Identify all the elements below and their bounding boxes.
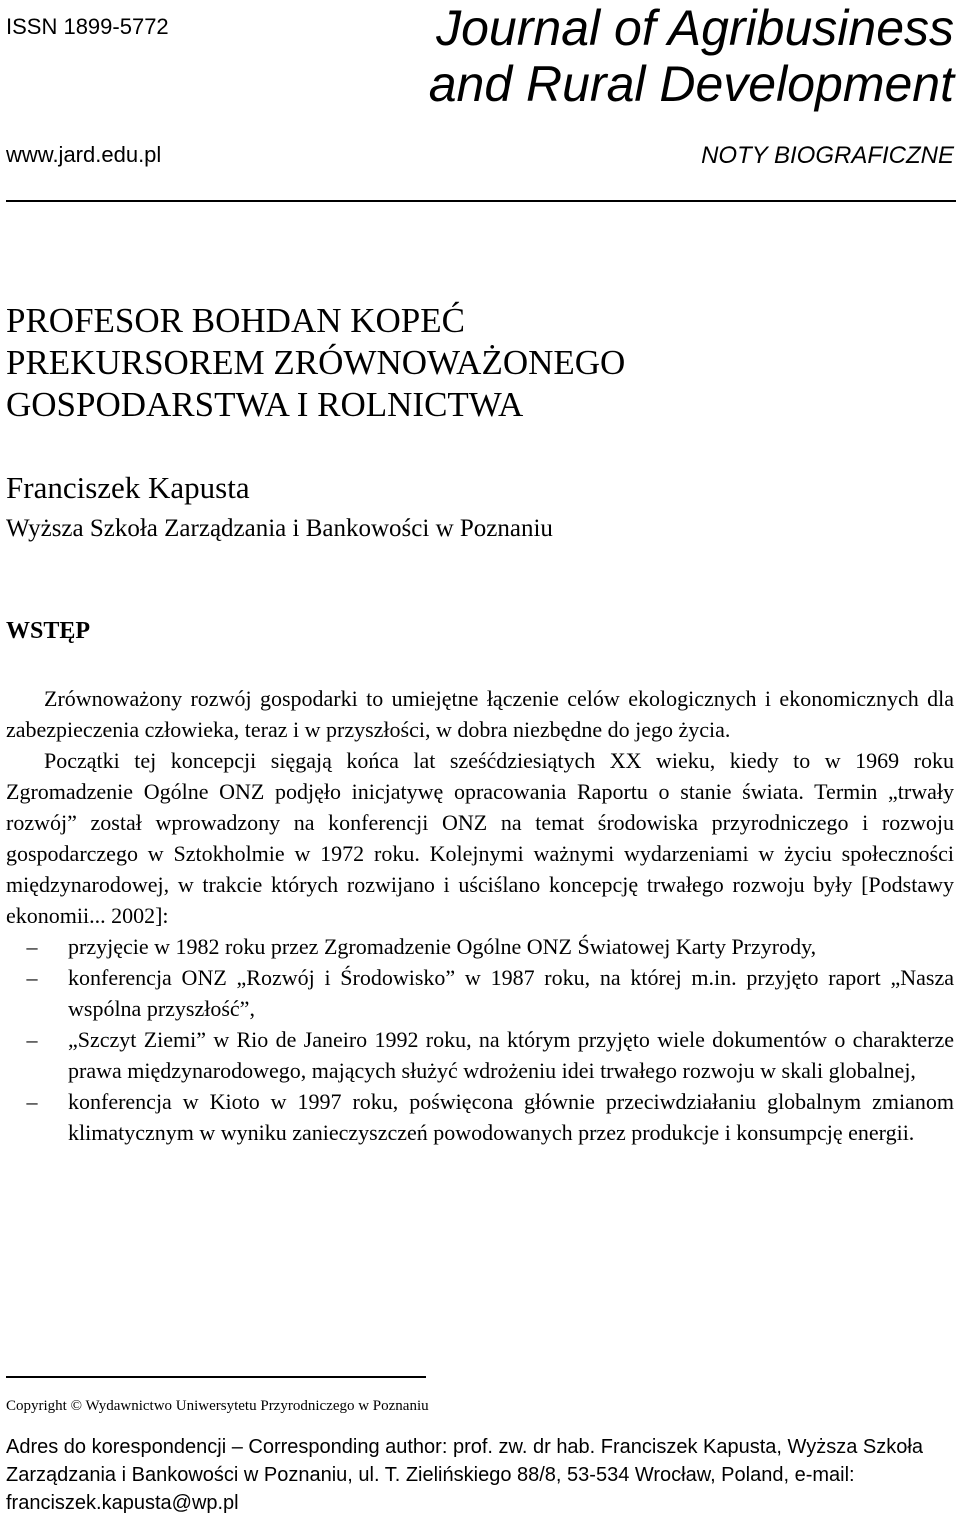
article-body bbox=[6, 683, 954, 1148]
author-affiliation: Wyższa Szkoła Zarządzania i Bankowości w Poznaniu bbox=[6, 515, 553, 542]
list-item bbox=[6, 1024, 954, 1086]
header-divider bbox=[6, 200, 956, 202]
title-line-1: PROFESOR BOHDAN KOPEĆ bbox=[6, 301, 465, 340]
list-item-text: „Szczyt Ziemi” w Rio de Janeiro 1992 roku, na którym przyjęto wiele dokumentów o charakterze prawa międzynarodowego, mających służyć wdrożeniu idei trwałego rozwoju w skali globalnej, bbox=[68, 1027, 954, 1083]
correspondence-address: Adres do korespondencji – Corresponding author: prof. zw. dr hab. Franciszek Kapusta, Wyższa Szkoła Zarządzania i Bankowości w Poznaniu, ul. T. Zielińskiego 88/8, 53-534 Wrocław, Poland, e-mail: franciszek.kapusta@wp.pl bbox=[6, 1436, 923, 1514]
paragraph-2: Początki tej koncepcji sięgają końca lat sześćdziesiątych XX wieku, kiedy to w 1969 roku Zgromadzenie Ogólne ONZ podjęło inicjatywę opracowania Raportu o stanie świata. Termin „trwały rozwój” został wprowadzony na konferencji ONZ na temat środowiska przyrodniczego i rozwoju gospodarczego w Sztokholmie w 1972 roku. Kolejnymi ważnymi wydarzeniami w życiu społeczności międzynarodowej, w trakcie których rozwijano i uściślano koncepcję trwałego rozwoju były [Podstawy ekonomii... 2002]: bbox=[6, 748, 954, 928]
list-item-text: konferencja ONZ „Rozwój i Środowisko” w 1987 roku, na której m.in. przyjęto raport „Nasza wspólna przyszłość”, bbox=[68, 965, 954, 1021]
article-title bbox=[6, 300, 625, 426]
copyright-notice: Copyright © Wydawnictwo Uniwersytetu Przyrodniczego w Poznaniu bbox=[6, 1398, 429, 1414]
list-marker: – bbox=[26, 934, 38, 959]
list-marker: – bbox=[26, 1027, 38, 1052]
list-item bbox=[6, 931, 954, 962]
section-heading: WSTĘP bbox=[6, 618, 91, 644]
journal-title bbox=[429, 0, 954, 112]
list-item-text: przyjęcie w 1982 roku przez Zgromadzenie Ogólne ONZ Światowej Karty Przyrody, bbox=[68, 934, 817, 959]
title-line-3: GOSPODARSTWA I ROLNICTWA bbox=[6, 385, 524, 424]
list-marker: – bbox=[26, 965, 38, 990]
list-item bbox=[6, 1086, 954, 1148]
footnote-divider bbox=[6, 1376, 426, 1378]
journal-title-line-2: and Rural Development bbox=[428, 56, 954, 112]
author-name: Franciszek Kapusta bbox=[6, 470, 250, 505]
journal-url[interactable]: www.jard.edu.pl bbox=[6, 142, 162, 167]
list-marker: – bbox=[26, 1089, 38, 1114]
paragraph-1: Zrównoważony rozwój gospodarki to umiejętne łączenie celów ekologicznych i ekonomicznych dla zabezpieczenia człowieka, teraz i w przyszłości, w dobra niezbędne do jego życia. bbox=[6, 686, 954, 742]
list-item bbox=[6, 962, 954, 1024]
section-label: NOTY BIOGRAFICZNE bbox=[701, 142, 954, 169]
event-list bbox=[6, 931, 954, 1148]
title-line-2: PREKURSOREM ZRÓWNOWAŻONEGO bbox=[6, 343, 626, 382]
list-item-text: konferencja w Kioto w 1997 roku, poświęcona głównie przeciwdziałaniu globalnym zmianom klimatycznym w wyniku zanieczyszczeń powodowanych przez produkcje i konsumpcję energii. bbox=[68, 1089, 954, 1145]
journal-title-line-1: Journal of Agribusiness bbox=[436, 0, 954, 56]
issn: ISSN 1899-5772 bbox=[6, 14, 169, 39]
